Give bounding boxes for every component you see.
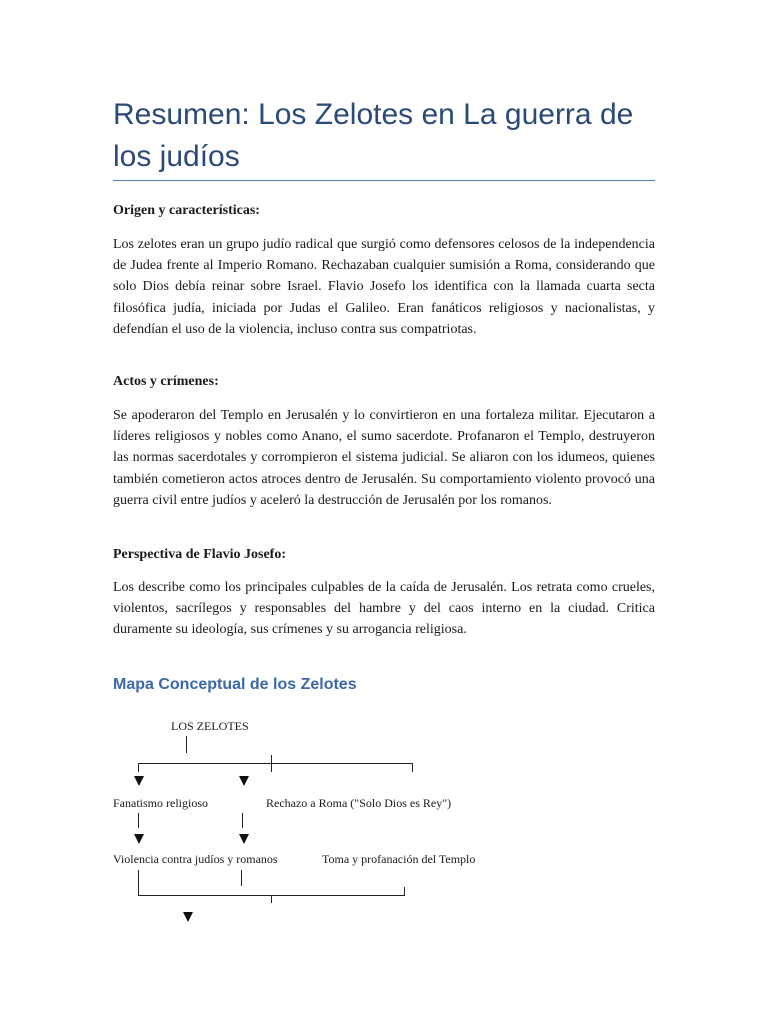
map-connector [138,813,139,828]
map-node-fanatismo: Fanatismo religioso [113,796,208,810]
map-connector [271,755,272,772]
map-connector [138,763,413,764]
document-title: Resumen: Los Zelotes en La guerra de los judíos [113,98,634,173]
map-node-toma-templo: Toma y profanación del Templo [322,852,476,866]
map-connector [186,736,187,753]
map-connector [412,763,413,772]
map-connector [404,887,405,896]
title-divider [113,180,655,181]
arrow-down-icon [134,776,144,786]
section-heading-perspectiva: Perspectiva de Flavio Josefo: [113,547,287,562]
map-node-rechazo-roma: Rechazo a Roma ("Solo Dios es Rey") [266,796,452,810]
map-connector [271,895,272,903]
arrow-down-icon [134,834,144,844]
section-body-origen: Los zelotes eran un grupo judío radical que surgió como defensores celosos de la independencia de Judea frente al Imperio Romano. Rechazaban cualquier sumisión a Roma, considerando que solo Dios debía reinar sobre Israel. Flavio Josefo los identifica con la llamada cuarta secta filosófica judía, iniciada por Judas el Galileo. Eran fanáticos religiosos y nacionalistas, y defendían el uso de la violencia, incluso contra sus compatriotas. [113,237,655,337]
concept-map-title: Mapa Conceptual de los Zelotes [113,676,357,693]
section-heading-origen: Origen y características: [113,203,260,218]
map-connector [138,870,139,896]
arrow-down-icon [183,912,193,922]
arrow-down-icon [239,776,249,786]
arrow-down-icon [239,834,249,844]
map-node-root: LOS ZELOTES [171,719,249,733]
map-node-violencia: Violencia contra judíos y romanos [113,852,278,866]
map-connector [241,870,242,886]
section-heading-actos: Actos y crímenes: [113,374,219,389]
map-connector [242,813,243,828]
section-body-perspectiva: Los describe como los principales culpables de la caída de Jerusalén. Los retrata como crueles, violentos, sacrílegos y responsables del hambre y del caos interno en la ciudad. Critica duramente su ideología, sus crímenes y su arrogancia religiosa. [113,580,655,638]
map-connector [138,763,139,772]
section-body-actos: Se apoderaron del Templo en Jerusalén y lo convirtieron en una fortaleza militar. Ejecutaron a líderes religiosos y nobles como Anano, el sumo sacerdote. Profanaron el Templo, destruyeron las normas sacerdotales y corrompieron el sistema judicial. Se aliaron con los idumeos, quienes también cometieron actos atroces dentro de Jerusalén. Su comportamiento violento provocó una guerra civil entre judíos y aceleró la destrucción de Jerusalén por los romanos. [113,408,655,508]
